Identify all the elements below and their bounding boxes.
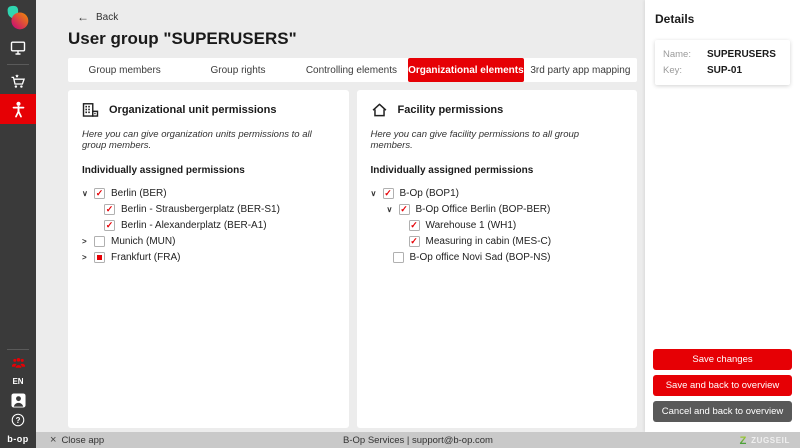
tree-item-label[interactable]: Measuring in cabin (MES-C) [425,235,552,247]
tree-item [371,249,624,265]
profile-button[interactable] [0,390,36,410]
permission-checkbox[interactable] [94,252,105,263]
details-name-row [663,49,782,60]
zugseil-z-icon [738,435,748,445]
back-arrow-icon: ← [77,10,89,24]
avatar-icon [11,393,26,408]
main-content [36,0,645,432]
permission-checkbox[interactable]: ✓ [105,219,114,230]
building-icon [82,102,99,118]
sidebar-bottom-group [0,346,36,448]
sidebar-item-devices[interactable] [0,35,36,61]
tree-item [371,217,624,233]
tree-item-label[interactable]: B-Op office Novi Sad (BOP-NS) [409,251,551,263]
users-group-icon [11,357,26,369]
tree-item [82,185,335,201]
back-label: Back [96,11,119,23]
expand-chevron-icon[interactable]: ∨ [370,188,377,198]
permission-checkbox[interactable] [94,236,105,247]
footer-bar [36,432,800,448]
close-app-label: Close app [61,434,105,446]
tree-item-label[interactable]: Berlin - Strausbergerplatz (BER-S1) [121,203,280,215]
details-buttons [653,349,792,422]
tree-item [82,217,335,233]
expand-chevron-icon[interactable]: > [82,236,87,246]
key-value: SUP-01 [707,65,743,76]
sidebar-item-user-groups[interactable] [0,353,36,373]
monitor-icon [10,41,26,55]
tree-item [82,249,335,265]
permission-checkbox[interactable]: ✓ [410,235,418,246]
permission-checkbox[interactable]: ✓ [400,203,408,214]
expand-chevron-icon[interactable]: > [82,252,87,262]
tree-item [371,233,624,249]
app-logo-icon [3,4,33,34]
expand-chevron-icon[interactable]: ∨ [82,188,88,198]
icon-sidebar [0,0,36,448]
details-panel [645,0,800,432]
permission-checkbox[interactable]: ✓ [410,219,418,230]
zugseil-brand-label: ZUGSEIL [751,435,790,445]
bop-brand-logo: b-op [7,434,29,444]
tree-item-label[interactable]: Munich (MUN) [111,235,176,247]
org-unit-permissions-card [68,90,349,428]
tree-item-label[interactable]: Frankfurt (FRA) [111,251,181,263]
tree-item-label[interactable]: B-Op (BOP1) [399,187,459,199]
svg-text:Z: Z [739,435,747,445]
key-label: Key: [663,65,683,76]
permission-checkbox[interactable] [393,252,404,263]
name-value: SUPERUSERS [707,49,776,60]
tab-3rd-party-app-mapping[interactable]: 3rd party app mapping [530,64,631,76]
facility-tree [371,185,624,265]
tree-item [82,201,335,217]
permissions-cards [68,90,637,428]
org-section-label: Individually assigned permissions [82,165,245,176]
back-button[interactable] [77,11,118,23]
tree-item [371,201,624,217]
facility-card-description: Here you can give facility permissions to all group members. [370,129,580,151]
tree-item [371,185,624,201]
page-title: User group "SUPERUSERS" [68,29,297,48]
tab-organizational-elements[interactable]: Organizational elements [408,58,524,82]
help-icon [11,413,25,427]
person-icon [11,101,26,118]
save-and-back-button[interactable]: Save and back to overview [653,375,792,396]
tree-item-label[interactable]: Berlin - Alexanderplatz (BER-A1) [121,219,267,231]
sidebar-divider [7,64,29,65]
language-selector[interactable]: EN [12,377,24,386]
expand-chevron-icon[interactable]: ∨ [386,204,393,214]
home-icon [371,102,388,118]
tree-item-label[interactable]: Warehouse 1 (WH1) [425,219,517,231]
org-unit-tree [82,185,335,265]
tab-bar [68,58,637,82]
details-card [655,40,790,85]
save-changes-button[interactable]: Save changes [653,349,792,370]
app-logo [2,3,34,35]
tab-group-rights[interactable]: Group rights [210,64,266,76]
facility-card-title: Facility permissions [397,104,504,116]
tab-controlling-elements[interactable]: Controlling elements [305,64,397,76]
svg-text:?: ? [15,415,21,425]
close-icon: × [50,433,57,446]
tree-item [82,233,335,249]
sidebar-item-users[interactable] [0,94,36,124]
org-card-title: Organizational unit permissions [109,104,277,116]
tree-item-label[interactable]: Berlin (BER) [111,187,167,199]
facility-card-header [371,102,624,118]
details-key-row [663,65,782,76]
org-card-header [82,102,335,118]
tab-group-members[interactable]: Group members [88,64,161,76]
tree-item-label[interactable]: B-Op Office Berlin (BOP-BER) [415,203,551,215]
close-app-button[interactable] [50,435,104,446]
footer-support-text: B-Op Services | support@b-op.com [343,434,493,446]
cancel-and-back-button[interactable]: Cancel and back to overview [653,401,792,422]
permission-checkbox[interactable]: ✓ [105,203,114,214]
details-title: Details [655,12,695,26]
permission-checkbox[interactable]: ✓ [95,187,104,198]
permission-checkbox[interactable]: ✓ [384,187,392,198]
help-button[interactable] [0,410,36,430]
facility-permissions-card [357,90,638,428]
zugseil-brand [738,435,790,445]
cart-icon [10,73,27,89]
name-label: Name: [663,49,691,60]
sidebar-divider [7,349,29,350]
org-card-description: Here you can give organization units permissions to all group members. [82,129,312,151]
sidebar-item-orders[interactable] [0,68,36,94]
facility-section-label: Individually assigned permissions [370,165,534,176]
